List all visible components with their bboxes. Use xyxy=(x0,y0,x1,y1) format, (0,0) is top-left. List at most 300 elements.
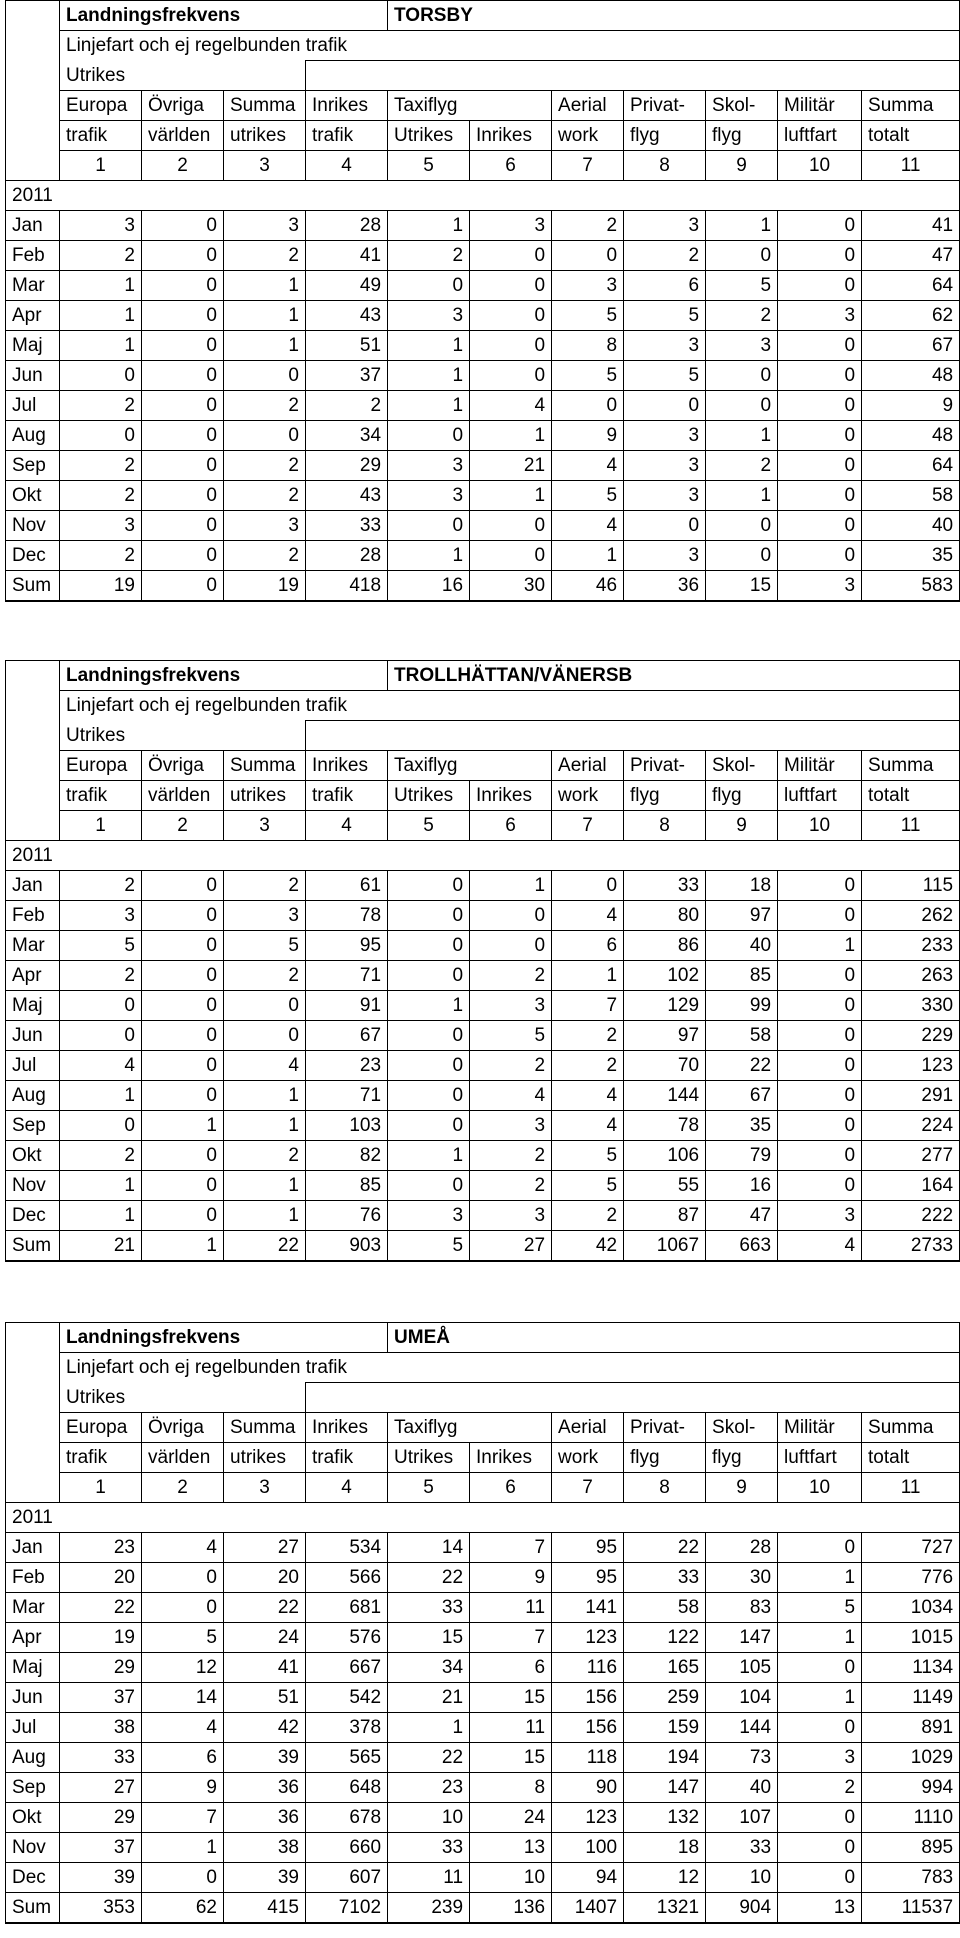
data-cell: 4 xyxy=(552,1081,624,1111)
data-cell: 5 xyxy=(470,1021,552,1051)
data-cell: 648 xyxy=(306,1773,388,1803)
data-cell: 95 xyxy=(552,1533,624,1563)
data-cell: 194 xyxy=(624,1743,706,1773)
header-blank xyxy=(306,721,960,751)
data-cell: 29 xyxy=(60,1653,142,1683)
data-cell: 5 xyxy=(552,481,624,511)
column-header xyxy=(470,751,552,781)
data-cell: 0 xyxy=(60,361,142,391)
data-cell: 71 xyxy=(306,1081,388,1111)
table-row xyxy=(6,961,960,991)
data-cell: 1149 xyxy=(862,1683,960,1713)
column-number: 4 xyxy=(306,1473,388,1503)
month-label: Feb xyxy=(6,241,60,271)
data-cell: 38 xyxy=(224,1833,306,1863)
data-cell: 0 xyxy=(142,931,224,961)
column-header: Skol- xyxy=(706,751,778,781)
column-header: Skol- xyxy=(706,91,778,121)
table-row xyxy=(6,1593,960,1623)
column-header: Privat- xyxy=(624,751,706,781)
corner-cell xyxy=(6,61,60,91)
data-cell: 0 xyxy=(470,331,552,361)
data-cell: 3 xyxy=(624,211,706,241)
data-cell: 123 xyxy=(552,1803,624,1833)
data-cell: 1 xyxy=(60,1171,142,1201)
data-cell: 10 xyxy=(470,1863,552,1893)
data-cell: 3 xyxy=(624,331,706,361)
data-cell: 3 xyxy=(60,211,142,241)
data-cell: 0 xyxy=(142,451,224,481)
data-cell: 15 xyxy=(388,1623,470,1653)
data-cell: 1 xyxy=(388,1141,470,1171)
column-header: Aerial xyxy=(552,1413,624,1443)
column-header: Summa xyxy=(862,91,960,121)
data-cell: 29 xyxy=(60,1803,142,1833)
column-subheader: utrikes xyxy=(224,781,306,811)
column-subheader: trafik xyxy=(306,1443,388,1473)
data-cell: 147 xyxy=(624,1773,706,1803)
corner-cell xyxy=(6,91,60,121)
column-header: Summa xyxy=(862,751,960,781)
data-cell: 0 xyxy=(142,1051,224,1081)
data-cell: 0 xyxy=(142,1593,224,1623)
data-cell: 0 xyxy=(778,271,862,301)
data-cell: 2 xyxy=(224,241,306,271)
column-subheader: världen xyxy=(142,781,224,811)
data-cell: 1 xyxy=(142,1111,224,1141)
data-cell: 5 xyxy=(142,1623,224,1653)
data-cell: 1 xyxy=(60,1201,142,1231)
data-cell: 40 xyxy=(706,931,778,961)
data-cell: 5 xyxy=(224,931,306,961)
data-cell: 0 xyxy=(778,991,862,1021)
airport-name: TROLLHÄTTAN/VÄNERSB xyxy=(388,661,960,691)
header-blank xyxy=(306,61,960,91)
column-subheader: trafik xyxy=(306,781,388,811)
data-cell: 24 xyxy=(224,1623,306,1653)
data-cell: 104 xyxy=(706,1683,778,1713)
month-label: Okt xyxy=(6,1803,60,1833)
data-cell: 2 xyxy=(224,961,306,991)
data-cell: 2 xyxy=(224,481,306,511)
month-label: Jan xyxy=(6,1533,60,1563)
month-label: Sep xyxy=(6,1773,60,1803)
data-cell: 994 xyxy=(862,1773,960,1803)
month-label: Dec xyxy=(6,1201,60,1231)
table-row xyxy=(6,1081,960,1111)
data-cell: 34 xyxy=(388,1653,470,1683)
column-number: 10 xyxy=(778,811,862,841)
data-cell: 895 xyxy=(862,1833,960,1863)
column-subheader: flyg xyxy=(624,1443,706,1473)
data-cell: 42 xyxy=(224,1713,306,1743)
column-subheader: work xyxy=(552,121,624,151)
data-cell: 10 xyxy=(706,1863,778,1893)
month-label: Sep xyxy=(6,1111,60,1141)
table-row xyxy=(6,991,960,1021)
data-cell: 3 xyxy=(470,211,552,241)
header-blank xyxy=(306,1383,960,1413)
data-cell: 147 xyxy=(706,1623,778,1653)
table-row xyxy=(6,1201,960,1231)
sum-cell: 19 xyxy=(60,571,142,602)
month-label: Dec xyxy=(6,541,60,571)
year-label: 2011 xyxy=(6,181,60,211)
column-subheader: flyg xyxy=(624,121,706,151)
data-cell: 0 xyxy=(470,931,552,961)
data-cell: 0 xyxy=(624,391,706,421)
data-cell: 565 xyxy=(306,1743,388,1773)
data-cell: 3 xyxy=(778,301,862,331)
corner-cell xyxy=(6,1473,60,1503)
column-number: 5 xyxy=(388,151,470,181)
data-cell: 37 xyxy=(60,1683,142,1713)
data-cell: 3 xyxy=(624,451,706,481)
column-header: Europa xyxy=(60,751,142,781)
data-cell: 129 xyxy=(624,991,706,1021)
data-cell: 144 xyxy=(706,1713,778,1743)
data-cell: 0 xyxy=(142,331,224,361)
data-cell: 2 xyxy=(706,301,778,331)
sum-cell: 5 xyxy=(388,1231,470,1262)
airport-table-block xyxy=(5,660,959,1262)
year-row-blank xyxy=(60,841,960,871)
data-cell: 1 xyxy=(778,931,862,961)
data-cell: 13 xyxy=(470,1833,552,1863)
column-header: Aerial xyxy=(552,91,624,121)
data-cell: 15 xyxy=(470,1683,552,1713)
data-cell: 47 xyxy=(706,1201,778,1231)
data-cell: 0 xyxy=(60,1021,142,1051)
data-cell: 70 xyxy=(624,1051,706,1081)
column-header: Taxiflyg xyxy=(388,751,470,781)
data-cell: 727 xyxy=(862,1533,960,1563)
data-cell: 2 xyxy=(224,451,306,481)
data-cell: 21 xyxy=(388,1683,470,1713)
data-cell: 1 xyxy=(388,361,470,391)
data-cell: 11 xyxy=(470,1713,552,1743)
data-cell: 1029 xyxy=(862,1743,960,1773)
column-header: Summa xyxy=(224,1413,306,1443)
month-label: Sep xyxy=(6,451,60,481)
utrikes-label: Utrikes xyxy=(60,61,306,91)
data-cell: 0 xyxy=(388,421,470,451)
data-cell: 35 xyxy=(706,1111,778,1141)
column-subheader: trafik xyxy=(60,781,142,811)
data-cell: 0 xyxy=(778,1653,862,1683)
column-number: 10 xyxy=(778,1473,862,1503)
column-number: 1 xyxy=(60,811,142,841)
data-cell: 229 xyxy=(862,1021,960,1051)
column-subheader: världen xyxy=(142,1443,224,1473)
table-row xyxy=(6,541,960,571)
data-cell: 21 xyxy=(470,451,552,481)
data-cell: 6 xyxy=(470,1653,552,1683)
data-cell: 3 xyxy=(388,481,470,511)
data-cell: 27 xyxy=(60,1773,142,1803)
column-header: Summa xyxy=(224,751,306,781)
data-cell: 64 xyxy=(862,271,960,301)
data-cell: 61 xyxy=(306,871,388,901)
data-cell: 51 xyxy=(306,331,388,361)
data-cell: 0 xyxy=(388,1021,470,1051)
data-cell: 1015 xyxy=(862,1623,960,1653)
column-subheader: flyg xyxy=(706,781,778,811)
data-cell: 1 xyxy=(388,991,470,1021)
data-cell: 3 xyxy=(388,1201,470,1231)
data-cell: 2 xyxy=(224,391,306,421)
data-cell: 10 xyxy=(388,1803,470,1833)
column-subheader: trafik xyxy=(60,1443,142,1473)
data-cell: 41 xyxy=(862,211,960,241)
data-cell: 2 xyxy=(778,1773,862,1803)
column-header: Summa xyxy=(224,91,306,121)
month-label: Okt xyxy=(6,1141,60,1171)
table-row xyxy=(6,301,960,331)
table-row xyxy=(6,931,960,961)
corner-cell xyxy=(6,31,60,61)
data-cell: 2 xyxy=(60,391,142,421)
data-cell: 2 xyxy=(224,1141,306,1171)
data-cell: 5 xyxy=(624,361,706,391)
data-cell: 0 xyxy=(60,1111,142,1141)
sum-cell: 1321 xyxy=(624,1893,706,1924)
month-label: Okt xyxy=(6,481,60,511)
data-cell: 105 xyxy=(706,1653,778,1683)
group-label: Linjefart och ej regelbunden trafik xyxy=(60,31,960,61)
sum-cell: 4 xyxy=(778,1231,862,1262)
data-cell: 99 xyxy=(706,991,778,1021)
column-number: 11 xyxy=(862,151,960,181)
data-cell: 0 xyxy=(142,961,224,991)
table-row xyxy=(6,871,960,901)
data-cell: 1 xyxy=(224,1201,306,1231)
corner-cell xyxy=(6,1413,60,1443)
table-row xyxy=(6,1141,960,1171)
data-cell: 64 xyxy=(862,451,960,481)
airport-table-block xyxy=(5,1322,959,1924)
column-number: 11 xyxy=(862,1473,960,1503)
data-cell: 156 xyxy=(552,1683,624,1713)
data-cell: 37 xyxy=(60,1833,142,1863)
table-row xyxy=(6,1803,960,1833)
data-cell: 1110 xyxy=(862,1803,960,1833)
data-cell: 3 xyxy=(224,901,306,931)
data-cell: 0 xyxy=(142,421,224,451)
data-cell: 0 xyxy=(142,1081,224,1111)
data-cell: 0 xyxy=(142,481,224,511)
data-cell: 2 xyxy=(552,1051,624,1081)
data-cell: 30 xyxy=(706,1563,778,1593)
data-cell: 291 xyxy=(862,1081,960,1111)
data-cell: 0 xyxy=(388,901,470,931)
column-subheader: flyg xyxy=(706,121,778,151)
data-cell: 62 xyxy=(862,301,960,331)
data-cell: 0 xyxy=(388,1051,470,1081)
data-cell: 277 xyxy=(862,1141,960,1171)
data-cell: 87 xyxy=(624,1201,706,1231)
data-cell: 4 xyxy=(552,451,624,481)
column-number: 9 xyxy=(706,1473,778,1503)
sum-cell: 136 xyxy=(470,1893,552,1924)
table-row xyxy=(6,271,960,301)
data-cell: 5 xyxy=(778,1593,862,1623)
data-cell: 0 xyxy=(224,421,306,451)
data-cell: 15 xyxy=(470,1743,552,1773)
data-cell: 2 xyxy=(552,1021,624,1051)
data-cell: 6 xyxy=(624,271,706,301)
data-cell: 7 xyxy=(552,991,624,1021)
data-cell: 0 xyxy=(142,361,224,391)
data-cell: 263 xyxy=(862,961,960,991)
data-cell: 0 xyxy=(224,991,306,1021)
column-header: Militär xyxy=(778,751,862,781)
column-subheader: work xyxy=(552,1443,624,1473)
data-cell: 24 xyxy=(470,1803,552,1833)
data-cell: 0 xyxy=(470,901,552,931)
data-cell: 107 xyxy=(706,1803,778,1833)
data-cell: 891 xyxy=(862,1713,960,1743)
data-cell: 67 xyxy=(862,331,960,361)
data-cell: 90 xyxy=(552,1773,624,1803)
sum-cell: 3 xyxy=(778,571,862,602)
corner-cell xyxy=(6,781,60,811)
data-cell: 1 xyxy=(706,481,778,511)
data-cell: 0 xyxy=(778,451,862,481)
column-header: Summa xyxy=(862,1413,960,1443)
data-cell: 1 xyxy=(388,391,470,421)
data-cell: 330 xyxy=(862,991,960,1021)
data-cell: 48 xyxy=(862,361,960,391)
data-cell: 5 xyxy=(552,361,624,391)
table-row xyxy=(6,451,960,481)
corner-cell xyxy=(6,1353,60,1383)
table-row xyxy=(6,211,960,241)
data-cell: 0 xyxy=(778,1141,862,1171)
data-cell: 23 xyxy=(306,1051,388,1081)
data-cell: 123 xyxy=(552,1623,624,1653)
column-header: Militär xyxy=(778,91,862,121)
corner-cell xyxy=(6,1383,60,1413)
data-cell: 378 xyxy=(306,1713,388,1743)
sum-cell: 11537 xyxy=(862,1893,960,1924)
column-number: 2 xyxy=(142,1473,224,1503)
table-row xyxy=(6,901,960,931)
data-cell: 0 xyxy=(706,511,778,541)
data-cell: 0 xyxy=(388,931,470,961)
column-subheader: Utrikes xyxy=(388,1443,470,1473)
column-header: Militär xyxy=(778,1413,862,1443)
column-number: 3 xyxy=(224,1473,306,1503)
data-cell: 95 xyxy=(552,1563,624,1593)
data-cell: 0 xyxy=(142,901,224,931)
column-header: Inrikes xyxy=(306,751,388,781)
data-cell: 2 xyxy=(552,211,624,241)
data-cell: 1 xyxy=(388,211,470,241)
data-cell: 1 xyxy=(224,301,306,331)
sum-label: Sum xyxy=(6,571,60,602)
data-cell: 0 xyxy=(142,511,224,541)
data-cell: 0 xyxy=(142,1201,224,1231)
group-label: Linjefart och ej regelbunden trafik xyxy=(60,691,960,721)
data-cell: 9 xyxy=(470,1563,552,1593)
data-cell: 0 xyxy=(470,541,552,571)
data-cell: 51 xyxy=(224,1683,306,1713)
data-cell: 2 xyxy=(470,1171,552,1201)
sum-cell: 904 xyxy=(706,1893,778,1924)
data-cell: 118 xyxy=(552,1743,624,1773)
data-cell: 78 xyxy=(624,1111,706,1141)
data-cell: 0 xyxy=(142,271,224,301)
sum-cell: 15 xyxy=(706,571,778,602)
utrikes-label: Utrikes xyxy=(60,1383,306,1413)
column-subheader: luftfart xyxy=(778,781,862,811)
airport-table-block xyxy=(5,0,959,602)
sum-cell: 1 xyxy=(142,1231,224,1262)
column-number: 7 xyxy=(552,151,624,181)
data-cell: 1134 xyxy=(862,1653,960,1683)
data-cell: 1034 xyxy=(862,1593,960,1623)
column-number: 4 xyxy=(306,811,388,841)
month-label: Maj xyxy=(6,991,60,1021)
sum-cell: 30 xyxy=(470,571,552,602)
data-cell: 156 xyxy=(552,1713,624,1743)
column-number: 9 xyxy=(706,811,778,841)
month-label: Feb xyxy=(6,901,60,931)
data-cell: 0 xyxy=(778,331,862,361)
sum-cell: 42 xyxy=(552,1231,624,1262)
data-cell: 36 xyxy=(224,1773,306,1803)
data-cell: 9 xyxy=(862,391,960,421)
column-number: 6 xyxy=(470,1473,552,1503)
data-cell: 1 xyxy=(470,481,552,511)
month-label: Nov xyxy=(6,511,60,541)
data-cell: 0 xyxy=(142,301,224,331)
data-cell: 1 xyxy=(224,1111,306,1141)
data-cell: 12 xyxy=(624,1863,706,1893)
column-number: 2 xyxy=(142,811,224,841)
data-cell: 0 xyxy=(142,1863,224,1893)
column-header: Skol- xyxy=(706,1413,778,1443)
table-row xyxy=(6,1743,960,1773)
table-row xyxy=(6,1653,960,1683)
table-row xyxy=(6,1111,960,1141)
data-cell: 0 xyxy=(778,1051,862,1081)
data-cell: 0 xyxy=(778,481,862,511)
airport-name: TORSBY xyxy=(388,1,960,31)
data-cell: 0 xyxy=(706,361,778,391)
data-cell: 67 xyxy=(306,1021,388,1051)
data-cell: 3 xyxy=(552,271,624,301)
data-cell: 259 xyxy=(624,1683,706,1713)
data-cell: 2 xyxy=(60,871,142,901)
data-cell: 0 xyxy=(142,391,224,421)
data-cell: 0 xyxy=(224,361,306,391)
column-number: 10 xyxy=(778,151,862,181)
data-cell: 11 xyxy=(388,1863,470,1893)
month-label: Jan xyxy=(6,211,60,241)
month-label: Mar xyxy=(6,931,60,961)
data-cell: 86 xyxy=(624,931,706,961)
data-cell: 4 xyxy=(60,1051,142,1081)
data-cell: 102 xyxy=(624,961,706,991)
data-cell: 79 xyxy=(706,1141,778,1171)
data-cell: 165 xyxy=(624,1653,706,1683)
data-cell: 0 xyxy=(778,421,862,451)
data-cell: 2 xyxy=(60,961,142,991)
column-subheader: trafik xyxy=(60,121,142,151)
data-cell: 4 xyxy=(142,1533,224,1563)
